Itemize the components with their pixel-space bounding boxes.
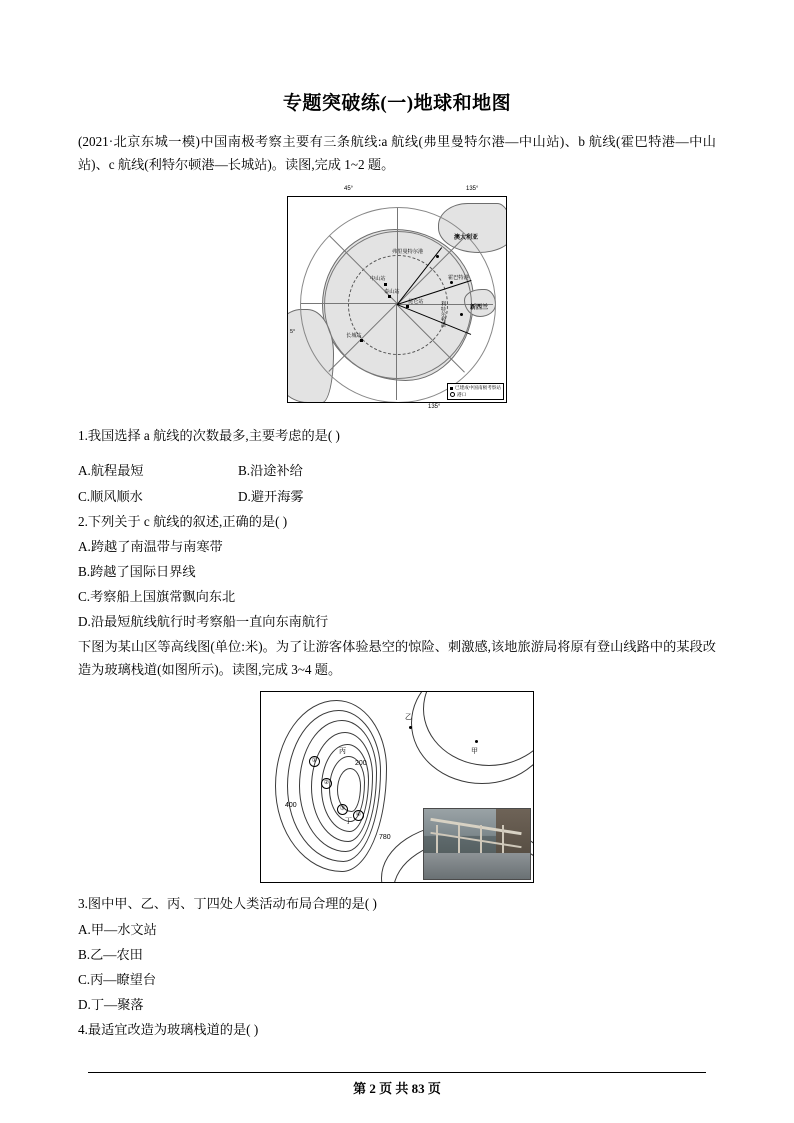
question-1-option-b: B.沿途补给 xyxy=(238,463,303,479)
question-1-option-d: D.避开海雾 xyxy=(238,488,304,504)
question-1-stem: 1.我国选择 a 航线的次数最多,主要考虑的是( ) xyxy=(78,428,340,444)
question-2-option-b: B.跨越了国际日界线 xyxy=(78,563,196,579)
label-taishan-station: 泰山站 xyxy=(384,289,400,296)
rail-post xyxy=(458,825,460,853)
route-segment-3: ③ xyxy=(337,804,348,815)
question-1-option-a: A.航程最短 xyxy=(78,463,144,479)
contour-map xyxy=(260,691,534,883)
question-3-option-c: C.丙—瞭望台 xyxy=(78,971,157,987)
route-segment-2: ② xyxy=(321,778,332,789)
antarctic-route-map xyxy=(287,196,507,403)
glass-walkway-photo xyxy=(423,808,531,880)
route-segment-4: ④ xyxy=(353,810,364,821)
page-number: 第 2 页 共 83 页 xyxy=(353,1081,441,1096)
label-changcheng-station: 长城站 xyxy=(346,333,362,340)
tick-top-right: 135° xyxy=(466,186,479,193)
question-3-option-d: D.丁—聚落 xyxy=(78,996,144,1012)
contour-value-780: 780 xyxy=(379,834,391,842)
route-segment-1: ① xyxy=(309,756,320,767)
figure-1-wrapper xyxy=(78,186,716,415)
label-point-jia: 甲 xyxy=(471,748,478,756)
question-2-option-d: D.沿最短航线航行时考察船一直向东南航行 xyxy=(78,613,329,629)
rail-post xyxy=(436,825,438,853)
label-hobart-port: 霍巴特港 xyxy=(448,275,469,282)
label-australia: 澳大利亚 xyxy=(454,235,479,242)
legend-label-station: 已建成中国南极考察站 xyxy=(455,384,501,390)
contour-value-400: 400 xyxy=(285,802,297,810)
question-2-option-a: A.跨越了南温带与南寒带 xyxy=(78,538,223,554)
question-3-option-b: B.乙—农田 xyxy=(78,946,143,962)
page-title: 专题突破练(一)地球和地图 xyxy=(282,93,512,114)
label-kunlun-station: 昆仑站 xyxy=(408,299,424,306)
figure-1-bottom-ticks xyxy=(288,403,506,415)
label-fremantle-port: 弗里曼特尔港 xyxy=(392,249,424,256)
walkway-deck xyxy=(424,853,530,879)
question-3-option-a: A.甲—水文站 xyxy=(78,921,157,937)
map-legend xyxy=(447,383,504,401)
port-symbol-icon xyxy=(450,392,455,397)
question-1-options-row-2 xyxy=(78,484,716,509)
label-point-bing: 丙 xyxy=(339,748,346,756)
meridian-line xyxy=(396,304,397,400)
rail-post xyxy=(502,825,504,853)
legend-label-port: 港口 xyxy=(457,391,467,397)
station-marker-changcheng xyxy=(360,339,363,342)
label-point-ding: 丁 xyxy=(345,818,352,826)
figure-1-top-ticks xyxy=(288,186,506,196)
legend-item-port xyxy=(450,392,501,399)
tick-left: 5° xyxy=(290,329,296,336)
station-marker-kunlun xyxy=(406,305,409,308)
page-footer xyxy=(0,1072,794,1097)
question-3-stem: 3.图中甲、乙、丙、丁四处人类活动布局合理的是( ) xyxy=(78,896,377,912)
station-marker-zhongshan xyxy=(384,283,387,286)
label-zhongshan-station: 中山站 xyxy=(370,276,386,283)
legend-item-station xyxy=(450,385,501,392)
intro-paragraph-1: (2021·北京东城一模)中国南极考察主要有三条航线:a 航线(弗里曼特尔港—中山站)、b 航线(霍巴特港—中山站)、c 航线(利特尔顿港—长城站)。读图,完成 1~2 题。 xyxy=(78,134,716,172)
tick-bottom: 135° xyxy=(428,404,441,411)
question-1-option-c: C.顺风顺水 xyxy=(78,488,143,504)
figure-2-wrapper xyxy=(78,691,716,883)
contour-value-200: 200 xyxy=(355,760,367,768)
station-marker-taishan xyxy=(388,295,391,298)
label-point-yi: 乙 xyxy=(405,714,412,722)
label-lyttelton-port: 利特尔顿港 xyxy=(440,301,446,328)
question-1-options-row-1 xyxy=(78,458,716,483)
question-2-option-c: C.考察船上国旗常飘向东北 xyxy=(78,588,236,604)
rail-post xyxy=(480,825,482,853)
label-new-zealand: 新西兰 xyxy=(470,305,489,312)
question-4-stem: 4.最适宜改造为玻璃栈道的是( ) xyxy=(78,1021,259,1037)
tick-top-left: 45° xyxy=(344,186,354,193)
question-2-stem: 2.下列关于 c 航线的叙述,正确的是( ) xyxy=(78,513,288,529)
intro-paragraph-2: 下图为某山区等高线图(单位:米)。为了让游客体验悬空的惊险、刺激感,该地旅游局将原有登山线路中的某段改造为玻璃栈道(如图所示)。读图,完成 3~4 题。 xyxy=(78,639,716,677)
footer-divider xyxy=(88,1072,706,1073)
station-symbol-icon xyxy=(450,387,453,390)
